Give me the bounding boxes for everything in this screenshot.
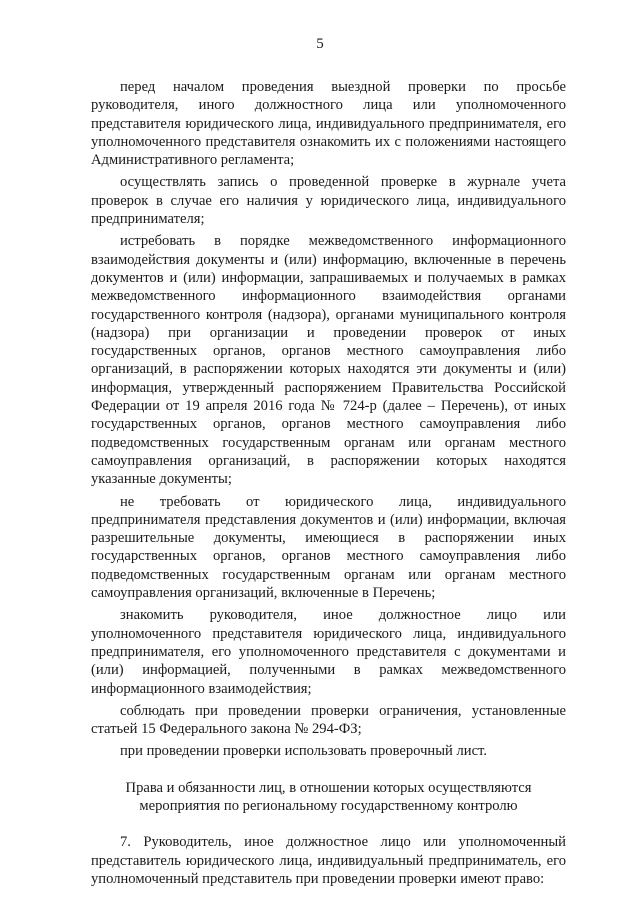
section-heading-line-1: Права и обязанности лиц, в отношении которых осуществляются xyxy=(125,779,532,796)
paragraph-not-require-documents: не требовать от юридического лица, индивидуального предпринимателя представления документов и (или) информации, включая разрешительные документы, имеющиеся в распоряжении иных государственных органов, органов местного самоуправления либо подведомственных государственным органам или органам местного самоуправления организаций, включенные в Перечень; xyxy=(91,493,566,602)
page-number: 5 xyxy=(316,36,324,52)
paragraph-request-documents: истребовать в порядке межведомственного информационного взаимодействия документы и (или) информацию, включенные в перечень документов и (или) информации, запрашиваемых и получаемых в рамках межведомственного информационного взаимодействия органами государственного контроля (надзора), органами муниципального контроля (надзора) при организации и проведении проверок от иных государственных органов, органов местного самоуправления либо организаций, в распоряжении которых находятся эти документы и (или) информация, утвержденный распоряжением Правительства Российской Федерации от 19 апреля 2016 года № 724-р (далее – Перечень), от иных государственных органов, органов местного самоуправления либо подведомственных государственным органам или органам местного самоуправления организаций, в распоряжении которых находятся указанные документы; xyxy=(91,233,566,488)
document-body xyxy=(91,78,566,888)
section-heading xyxy=(91,779,566,816)
paragraph-introduce-regulation: перед началом проведения выездной проверки по просьбе руководителя, иного должностного лица или уполномоченного представителя юридического лица, индивидуального предпринимателя, его уполномоченного представителя ознакомить их с положениями настоящего Административного регламента; xyxy=(91,79,566,169)
item-7-paragraph: 7. Руководитель, иное должностное лицо или уполномоченный представитель юридического лица, индивидуальный предприниматель, его уполномоченный представитель при проведении проверки имеют право: xyxy=(91,834,566,887)
paragraph-checklist: при проведении проверки использовать проверочный лист. xyxy=(120,743,487,760)
section-heading-line-2: мероприятия по региональному государственному контролю xyxy=(139,797,518,814)
paragraph-restrictions: соблюдать при проведении проверки ограничения, установленные статьей 15 Федерального закона № 294-ФЗ; xyxy=(91,702,566,738)
paragraph-journal-record: осуществлять запись о проведенной проверке в журнале учета проверок в случае его наличия у юридического лица, индивидуального предпринимателя; xyxy=(91,174,566,228)
paragraph-familiarize: знакомить руководителя, иное должностное лицо или уполномоченного представителя юридического лица, индивидуального предпринимателя, его уполномоченного представителя с документами и (или) информацией, полученными в рамках межведомственного информационного взаимодействия; xyxy=(91,607,566,697)
